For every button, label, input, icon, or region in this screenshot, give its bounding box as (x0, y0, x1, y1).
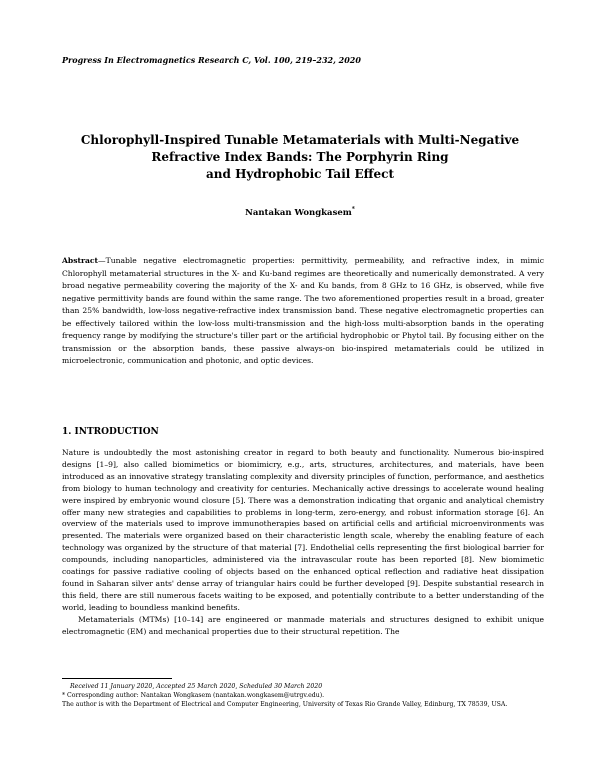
title-line: and Hydrophobic Tail Effect (206, 167, 394, 181)
abstract-text: —Tunable negative electromagnetic properties: permittivity, permeability, and refractive index, in mimic Chlorophyll metamaterial structures in the X- and Ku-band regimes are theoretically and numerically demonstrated. A very broad negative permeability covering the majority of the X- and Ku bands, from 8 GHz to 16 GHz, is observed, while five negative permittivity bands are found within the same range. The two aforementioned properties result in a broad, greater than 25% bandwidth, low-loss negative-refractive index transmission band. These negative electromagnetic properties can be effectively tailored within the low-loss multi-transmission and the high-loss multi-absorption bands in the operating frequency range by modifying the structure's tiller part or the artificial hydrophobic or Phytol tail. By focusing either on the transmission or the absorption bands, these passive always-on bio-inspired metamaterials could be utilized in microelectronic, communication and photonic, and optic devices. (62, 256, 544, 365)
corresponding-author-mark: * (351, 206, 355, 213)
section-heading: 1. INTRODUCTION (62, 427, 159, 437)
title-line: Chlorophyll-Inspired Tunable Metamaterials with Multi-Negative (80, 133, 520, 147)
body-text (62, 447, 544, 638)
received-dates: Received 11 January 2020, Accepted 25 March 2020, Scheduled 30 March 2020 (70, 683, 323, 690)
title-line: Refractive Index Bands: The Porphyrin Ring (151, 150, 449, 164)
author-name: Nantakan Wongkasem (245, 207, 352, 218)
affiliation-note: The author is with the Department of Electrical and Computer Engineering, University of Texas Rio Grande Valley, Edinburg, TX 78539, USA. (62, 701, 508, 708)
abstract (62, 255, 544, 368)
paragraph: Nature is undoubtedly the most astonishing creator in regard to both beauty and functionality. Numerous bio-inspired designs [1–9], also called biomimetics or biomimicry, e.g., arts, structures, architectures, and materials, have been introduced as an innovative strategy translating complexity and diversity principles of function, performance, and aesthetics from biology to human technology and creativity for centuries. Mechanically active dressings to accelerate wound healing were inspired by embryonic wound closure [5]. There was a demonstration indicating that organic and analytical chemistry offer many new strategies and capabilities to problems in long-term, zero-energy, and robust information storage [6]. An overview of the materials used to improve immunotherapies based on artificial cells and artificial microenvironments was presented. The materials were organized based on their characteristic length scale, whereby the enabling feature of each technology was organized by the structure of that material [7]. Endothelial cells representing the first biological barrier for compounds, including nanoparticles, administered via the intravascular route has been reported [8]. New biomimetic coatings for passive radiative cooling of objects based on the enhanced optical reflection and radiative heat dissipation found in Saharan silver ants' dense array of triangular hairs could be further developed [9]. Despite substantial research in this field, there are still numerous facets waiting to be exposed, and potentially contribute to a better understanding of the world, leading to boundless mankind benefits. (62, 448, 544, 612)
corresponding-author-note: * Corresponding author: Nantakan Wongkasem (nantakan.wongkasem@utrgv.edu). (62, 692, 325, 699)
journal-header: Progress In Electromagnetics Research C, Vol. 100, 219–232, 2020 (62, 55, 361, 65)
paper-title (62, 132, 538, 183)
abstract-label: Abstract (62, 256, 99, 265)
footnote-divider (62, 678, 172, 679)
footnotes (62, 682, 544, 709)
author-line (62, 206, 538, 218)
paragraph: Metamaterials (MTMs) [10–14] are engineered or manmade materials and structures designed to exhibit unique electromagnetic (EM) and mechanical properties due to their structural repetition. The (62, 614, 544, 636)
